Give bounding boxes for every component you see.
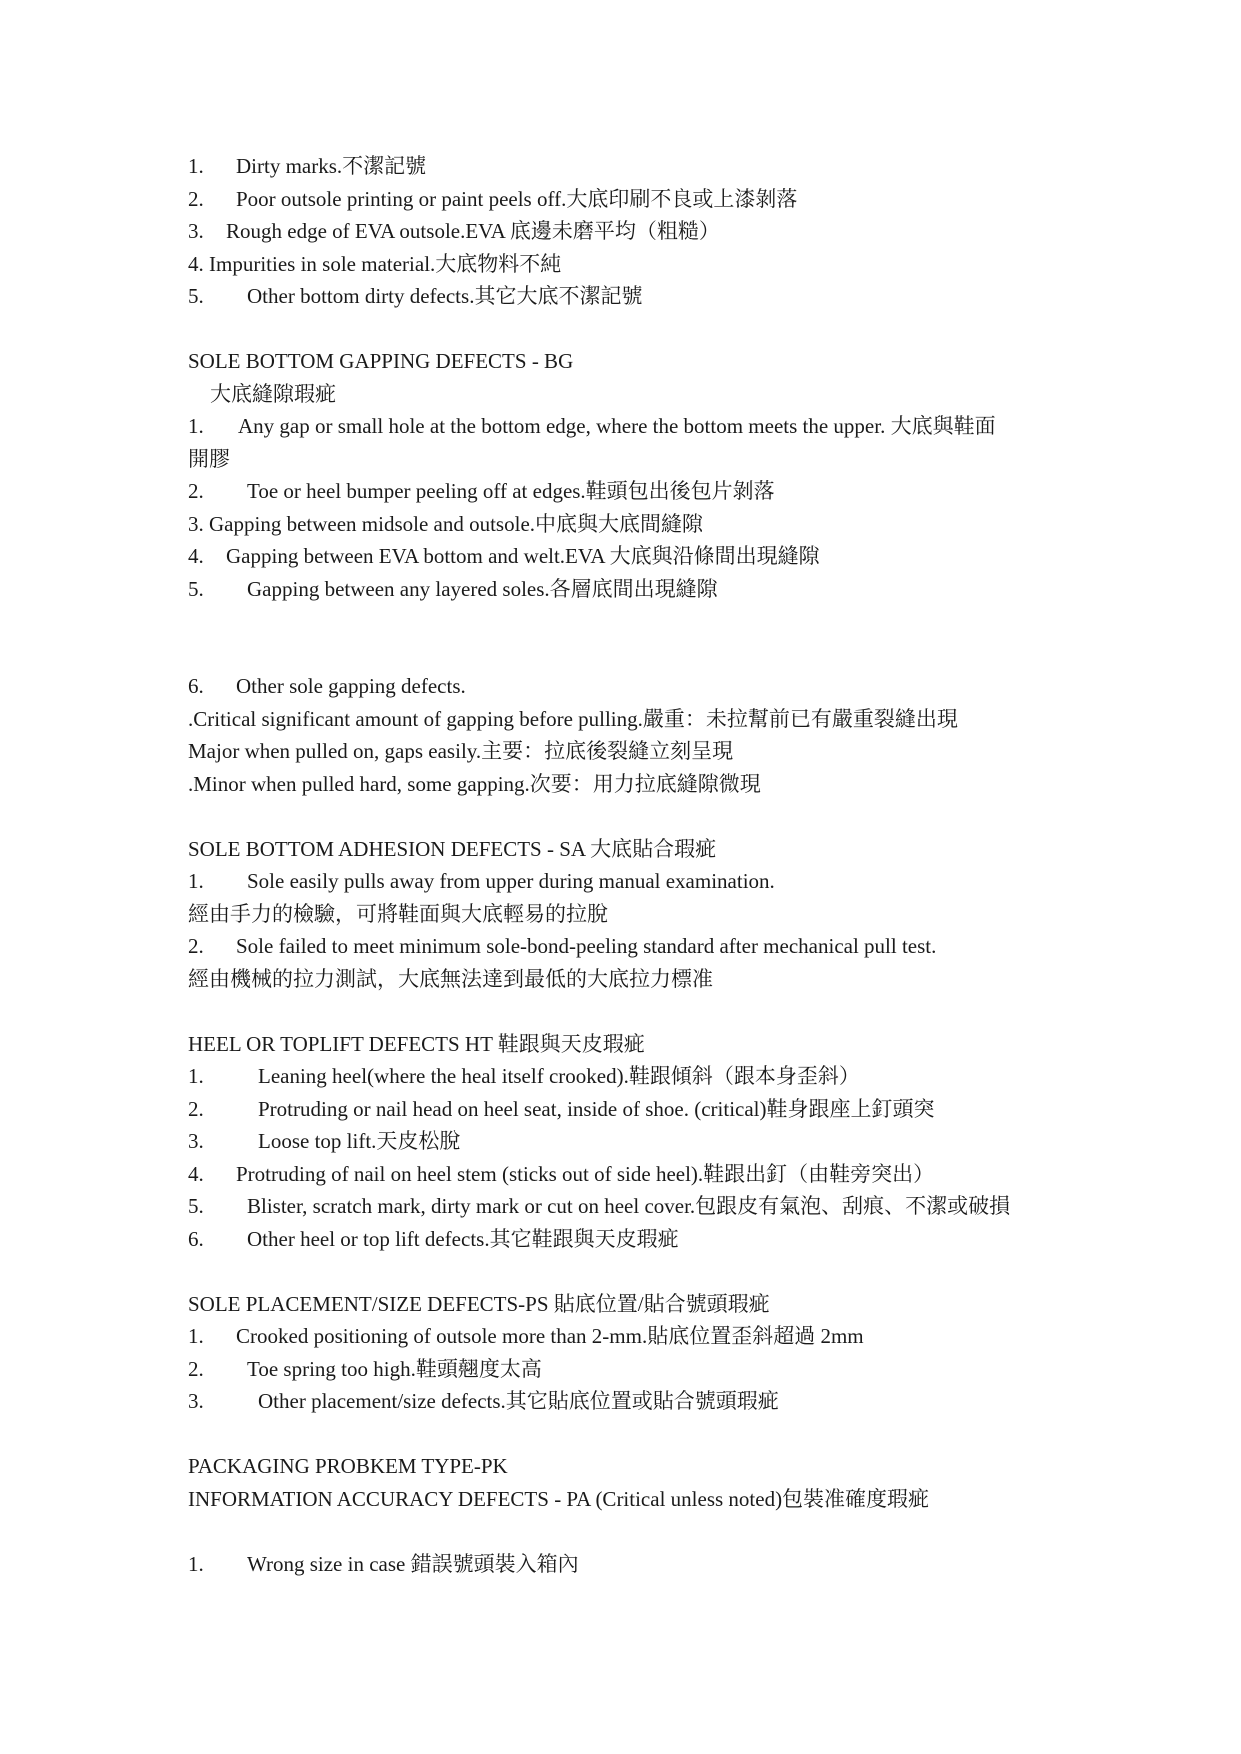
list-item xyxy=(188,1356,542,1382)
item-text: Sole easily pulls away from upper during manual examination. xyxy=(247,869,775,893)
list-item xyxy=(188,283,643,309)
list-item: 4. Impurities in sole material.大底物料不純 xyxy=(188,252,562,276)
item-number: 1. xyxy=(188,154,204,178)
item-text: Poor outsole printing or paint peels off.大底印刷不良或上漆剝落 xyxy=(236,187,798,211)
item-number: 3. xyxy=(188,1389,204,1413)
list-item: 3. Gapping between midsole and outsole.中底與大底間縫隙 xyxy=(188,512,704,536)
text-line: Major when pulled on, gaps easily.主要：拉底後裂縫立刻呈現 xyxy=(188,739,734,763)
list-item xyxy=(188,153,427,179)
section-subheading: 大底縫隙瑕疵 xyxy=(210,382,336,406)
item-text: Gapping between any layered soles.各層底間出現縫隙 xyxy=(247,577,718,601)
text-line: 經由機械的拉力測試，大底無法達到最低的大底拉力標准 xyxy=(188,967,713,991)
item-number: 5. xyxy=(188,577,204,601)
item-text: Sole failed to meet minimum sole-bond-peeling standard after mechanical pull test. xyxy=(236,934,937,958)
list-item xyxy=(188,1063,860,1089)
item-text: Protruding of nail on heel stem (sticks out of side heel).鞋跟出釘（由鞋旁突出） xyxy=(236,1162,935,1186)
item-number: 1. xyxy=(188,1064,204,1088)
section-heading: SOLE BOTTOM GAPPING DEFECTS - BG xyxy=(188,349,574,373)
text-line: .Minor when pulled hard, some gapping.次要：用力拉底縫隙微現 xyxy=(188,772,761,796)
list-item xyxy=(188,576,718,602)
section-heading: SOLE PLACEMENT/SIZE DEFECTS-PS 貼底位置/貼合號頭瑕疵 xyxy=(188,1292,770,1316)
list-item xyxy=(188,1161,935,1187)
list-item xyxy=(188,673,466,699)
item-text: Loose top lift.天皮松脫 xyxy=(258,1129,461,1153)
list-item xyxy=(188,933,937,959)
text-line: 開膠 xyxy=(188,447,230,471)
item-number: 1. xyxy=(188,869,204,893)
section-heading: PACKAGING PROBKEM TYPE-PK xyxy=(188,1454,508,1478)
list-item xyxy=(188,868,775,894)
item-number: 2. xyxy=(188,479,204,503)
list-item xyxy=(188,413,996,439)
section-heading: SOLE BOTTOM ADHESION DEFECTS - SA 大底貼合瑕疵 xyxy=(188,837,717,861)
text-line: .Critical significant amount of gapping before pulling.嚴重：未拉幫前已有嚴重裂縫出現 xyxy=(188,707,958,731)
section-heading: HEEL OR TOPLIFT DEFECTS HT 鞋跟與天皮瑕疵 xyxy=(188,1032,645,1056)
item-number: 6. xyxy=(188,1227,204,1251)
item-text: Crooked positioning of outsole more than 2-mm.貼底位置歪斜超過 2mm xyxy=(236,1324,864,1348)
item-number: 2. xyxy=(188,1097,204,1121)
item-number: 4. xyxy=(188,544,204,568)
item-text: Other sole gapping defects. xyxy=(236,674,466,698)
text-line: 經由手力的檢驗，可將鞋面與大底輕易的拉脫 xyxy=(188,902,608,926)
item-text: Gapping between EVA bottom and welt.EVA 大底與沿條間出現縫隙 xyxy=(226,544,820,568)
item-number: 1. xyxy=(188,1324,204,1348)
item-text: Other placement/size defects.其它貼底位置或貼合號頭瑕疵 xyxy=(258,1389,779,1413)
list-item xyxy=(188,218,720,244)
item-number: 3. xyxy=(188,1129,204,1153)
item-text: Any gap or small hole at the bottom edge, where the bottom meets the upper. 大底與鞋面 xyxy=(238,414,996,438)
list-item xyxy=(188,186,798,212)
item-number: 5. xyxy=(188,284,204,308)
item-text: Dirty marks.不潔記號 xyxy=(236,154,427,178)
section-heading: INFORMATION ACCURACY DEFECTS - PA (Critical unless noted)包裝准確度瑕疵 xyxy=(188,1487,930,1511)
item-number: 1. xyxy=(188,414,204,438)
list-item xyxy=(188,1551,579,1577)
list-item xyxy=(188,1226,679,1252)
item-text: Blister, scratch mark, dirty mark or cut on heel cover.包跟皮有氣泡、刮痕、不潔或破損 xyxy=(247,1194,1011,1218)
item-number: 4. xyxy=(188,1162,204,1186)
item-text: Protruding or nail head on heel seat, inside of shoe. (critical)鞋身跟座上釘頭突 xyxy=(258,1097,935,1121)
list-item xyxy=(188,1323,864,1349)
list-item xyxy=(188,478,775,504)
item-text: Leaning heel(where the heal itself crooked).鞋跟傾斜（跟本身歪斜） xyxy=(258,1064,860,1088)
list-item xyxy=(188,1128,461,1154)
item-number: 3. xyxy=(188,219,204,243)
item-text: Other heel or top lift defects.其它鞋跟與天皮瑕疵 xyxy=(247,1227,679,1251)
item-number: 2. xyxy=(188,934,204,958)
item-text: Toe spring too high.鞋頭翹度太高 xyxy=(247,1357,542,1381)
item-number: 5. xyxy=(188,1194,204,1218)
item-text: Other bottom dirty defects.其它大底不潔記號 xyxy=(247,284,643,308)
list-item xyxy=(188,543,820,569)
item-text: Rough edge of EVA outsole.EVA 底邊未磨平均（粗糙） xyxy=(226,219,720,243)
item-number: 1. xyxy=(188,1552,204,1576)
item-number: 2. xyxy=(188,1357,204,1381)
item-text: Wrong size in case 錯誤號頭裝入箱內 xyxy=(247,1552,579,1576)
list-item xyxy=(188,1193,1011,1219)
item-number: 2. xyxy=(188,187,204,211)
list-item xyxy=(188,1388,779,1414)
item-text: Toe or heel bumper peeling off at edges.鞋頭包出後包片剝落 xyxy=(247,479,775,503)
item-number: 6. xyxy=(188,674,204,698)
list-item xyxy=(188,1096,935,1122)
